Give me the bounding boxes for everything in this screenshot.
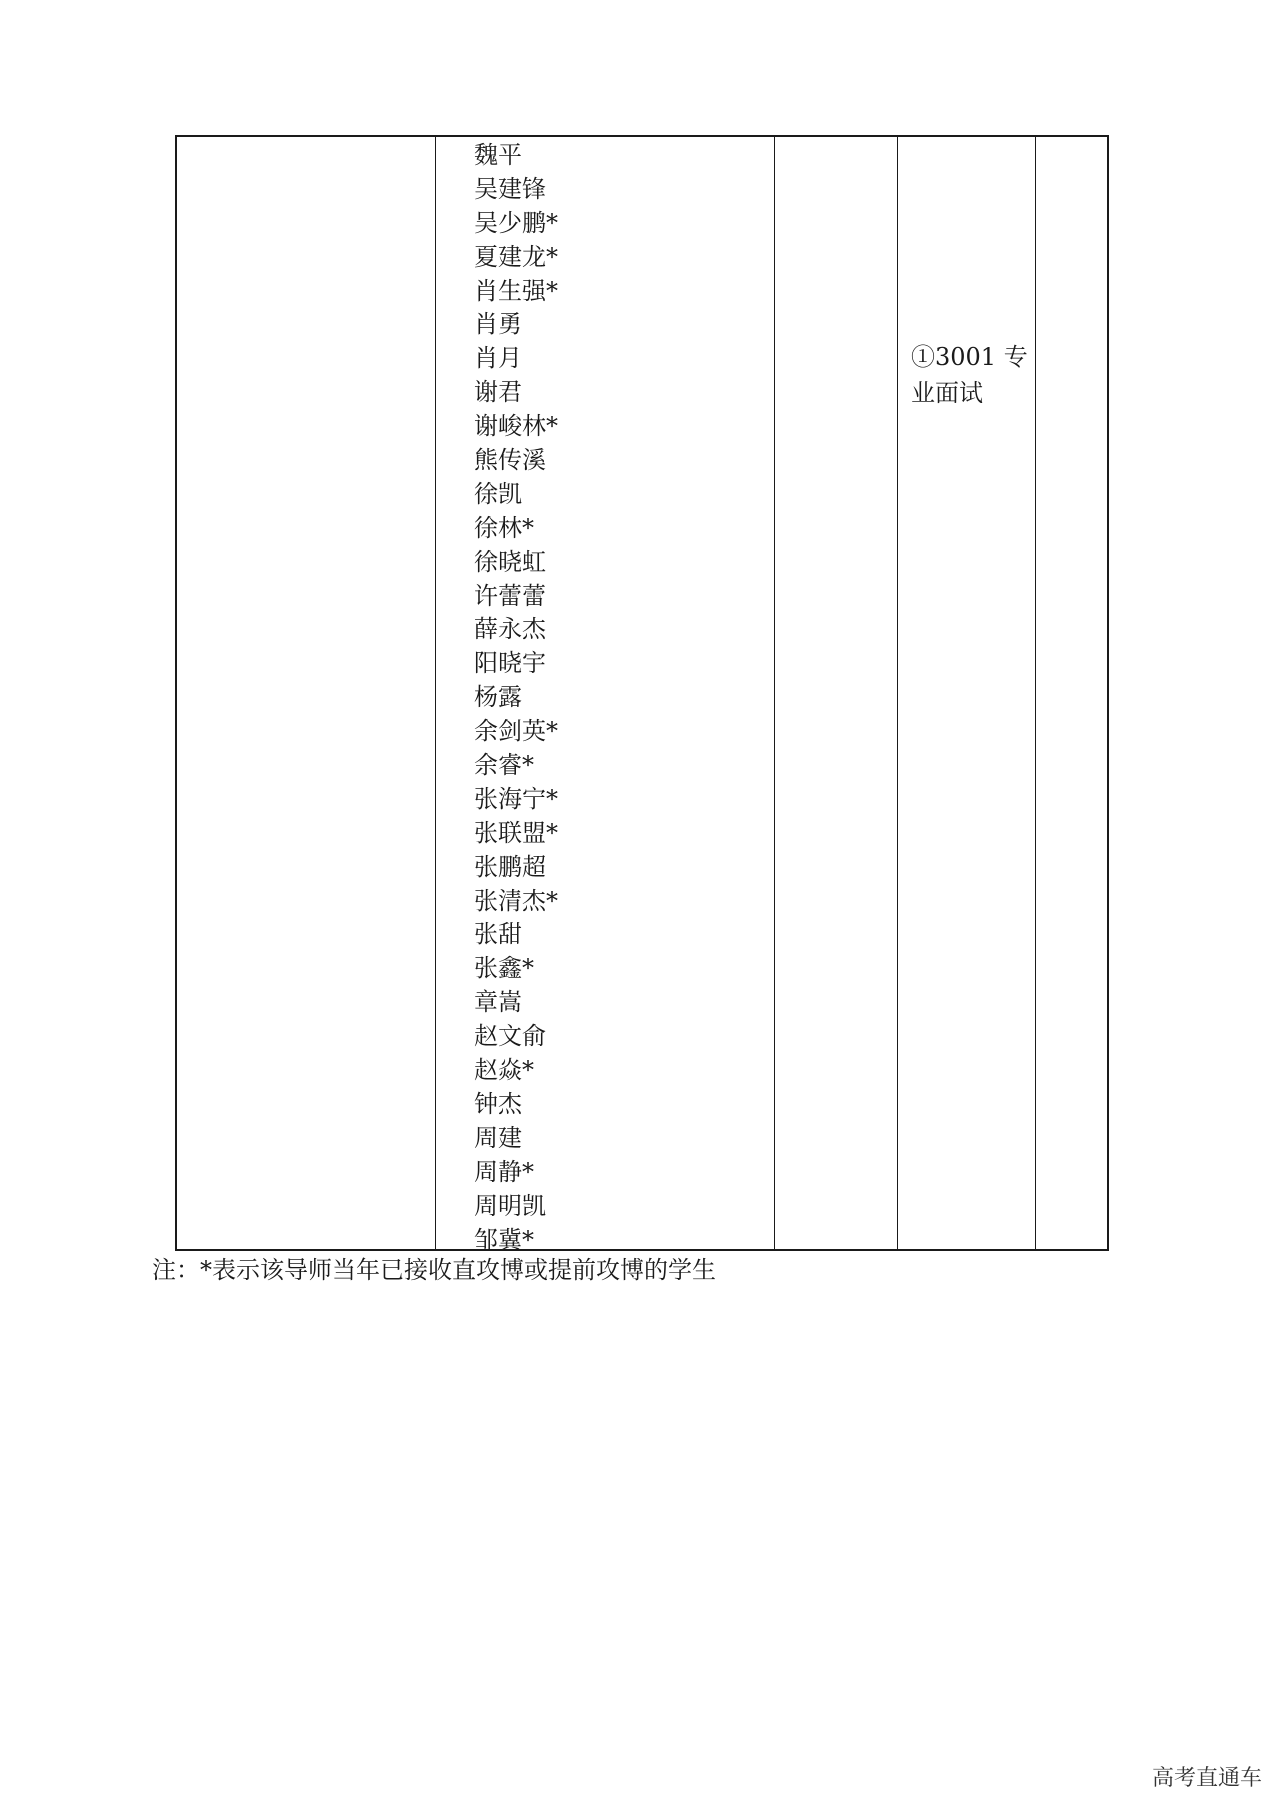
supervisor-name: 周建 bbox=[474, 1123, 522, 1152]
supervisor-name: 谢君 bbox=[474, 378, 522, 407]
supervisor-name: 肖勇 bbox=[474, 310, 522, 339]
supervisor-name: 徐凯 bbox=[474, 479, 522, 508]
supervisor-table bbox=[175, 135, 1109, 1254]
exam-subject-cell bbox=[911, 339, 1028, 411]
column-divider-3 bbox=[897, 137, 898, 1249]
supervisor-name: 张鹏超 bbox=[474, 852, 546, 881]
exam-subject-line-2: 业面试 bbox=[911, 379, 983, 407]
supervisor-name: 张联盟* bbox=[474, 818, 558, 847]
supervisor-name: 肖月 bbox=[474, 344, 522, 373]
supervisor-name: 张清杰* bbox=[474, 886, 558, 915]
supervisor-name: 余剑英* bbox=[474, 717, 558, 746]
supervisor-name: 赵文俞 bbox=[474, 1022, 546, 1051]
supervisor-name: 张海宁* bbox=[474, 784, 558, 813]
supervisor-name: 熊传溪 bbox=[474, 446, 546, 475]
supervisor-name: 余睿* bbox=[474, 751, 534, 780]
supervisor-name: 钟杰 bbox=[474, 1089, 522, 1118]
supervisor-name: 许蕾蕾 bbox=[474, 581, 546, 610]
column-divider-2 bbox=[774, 137, 775, 1249]
supervisor-name: 徐晓虹 bbox=[474, 547, 546, 576]
supervisor-name: 肖生强* bbox=[474, 276, 558, 305]
supervisor-name: 周明凯 bbox=[474, 1191, 546, 1220]
supervisor-name: 夏建龙* bbox=[474, 242, 558, 271]
supervisor-name: 章嵩 bbox=[474, 988, 522, 1017]
supervisor-name: 邹冀* bbox=[474, 1225, 534, 1254]
supervisor-name: 魏平 bbox=[474, 141, 522, 169]
watermark: 高考直通车 bbox=[1151, 1766, 1262, 1791]
footnote: 注：*表示该导师当年已接收直攻博或提前攻博的学生 bbox=[152, 1256, 716, 1284]
supervisor-name: 杨露 bbox=[474, 683, 522, 712]
supervisor-name: 徐林* bbox=[474, 513, 534, 542]
exam-subject-line-1: ①3001 专 bbox=[911, 343, 1028, 371]
supervisor-name: 阳晓宇 bbox=[474, 649, 546, 678]
supervisor-name: 张甜 bbox=[474, 920, 522, 949]
supervisor-names-list bbox=[474, 139, 558, 1257]
column-divider-4 bbox=[1035, 137, 1036, 1249]
supervisor-name: 薛永杰 bbox=[474, 615, 546, 644]
column-divider-1 bbox=[435, 137, 436, 1249]
supervisor-name: 周静* bbox=[474, 1157, 534, 1186]
supervisor-name: 吴建锋 bbox=[474, 174, 546, 203]
supervisor-name: 赵焱* bbox=[474, 1056, 534, 1085]
supervisor-name: 谢峻林* bbox=[474, 412, 558, 441]
supervisor-name: 吴少鹏* bbox=[474, 208, 558, 237]
supervisor-name: 张鑫* bbox=[474, 954, 534, 983]
